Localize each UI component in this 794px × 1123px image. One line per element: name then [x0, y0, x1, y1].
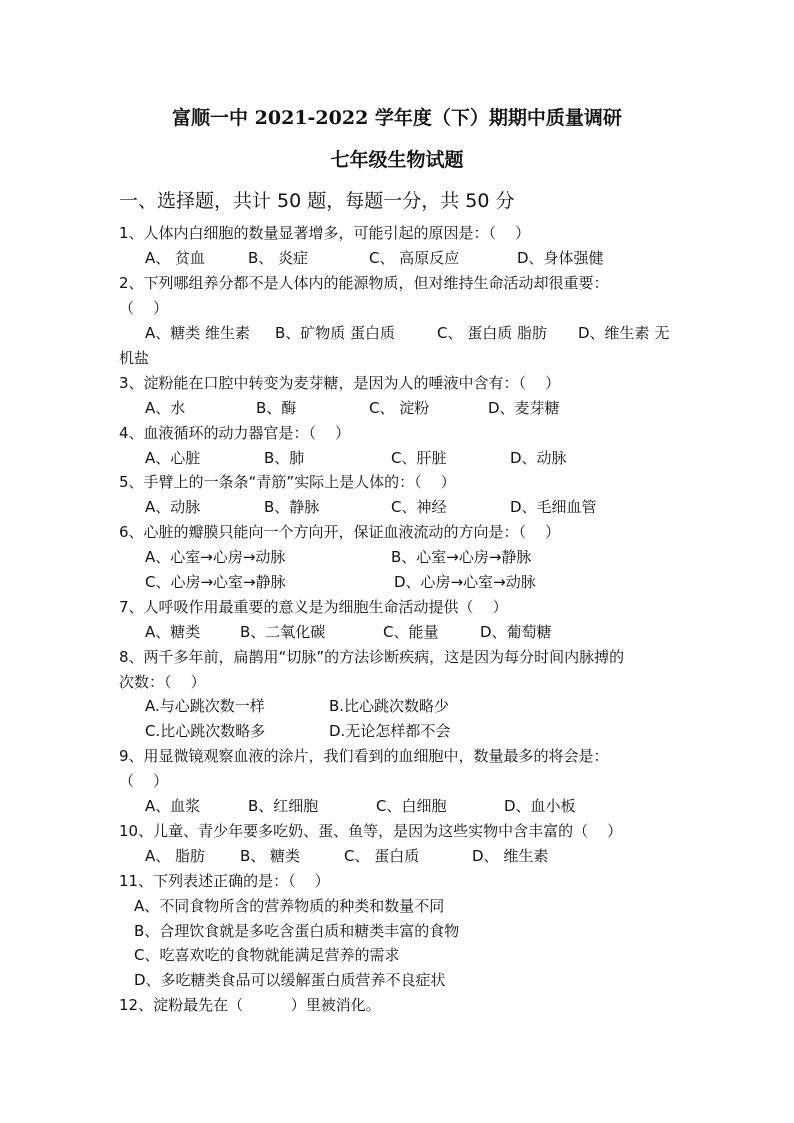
question-11-stem: 11、下列表述正确的是：（ ） — [119, 872, 330, 890]
question-9-option-b: B、红细胞 — [248, 797, 319, 815]
question-8-option-a: A.与心跳次数一样 — [145, 697, 265, 715]
question-8-option-b: B.比心跳次数略少 — [329, 697, 450, 715]
question-5-option-c: C、神经 — [391, 498, 447, 516]
question-9-stem-continued: （ ） — [119, 772, 169, 790]
question-6-option-a: A、心室→心房→动脉 — [145, 548, 286, 566]
question-3-option-a: A、水 — [145, 399, 186, 417]
question-5-option-b: B、静脉 — [264, 498, 320, 516]
question-7-option-c: C、能量 — [383, 623, 439, 641]
question-2-option-c: C、 蛋白质 脂肪 — [437, 324, 548, 342]
question-7-stem: 7、人呼吸作用最重要的意义是为细胞生命活动提供（ ） — [119, 598, 508, 616]
question-4-stem: 4、血液循环的动力器官是：（ ） — [119, 424, 351, 442]
question-2-option-a: A、糖类 维生素 — [145, 324, 251, 342]
exam-title: 富顺一中 2021-2022 学年度（下）期期中质量调研 — [172, 107, 622, 129]
question-6-option-b: B、心室→心房→静脉 — [391, 548, 532, 566]
question-10-option-c: C、 蛋白质 — [344, 847, 420, 865]
question-12-stem: 12、淀粉最先在（ ）里被消化。 — [119, 996, 381, 1014]
question-10-option-b: B、 糖类 — [240, 847, 301, 865]
question-11-option-b: B、合理饮食就是多吃含蛋白质和糖类丰富的食物 — [134, 922, 460, 940]
question-7-option-b: B、二氧化碳 — [240, 623, 326, 641]
section-heading: 一、选择题，共计 50 题，每题一分，共 50 分 — [119, 190, 515, 212]
question-9-option-a: A、血浆 — [145, 797, 201, 815]
exam-subtitle: 七年级生物试题 — [330, 149, 464, 171]
question-6-stem: 6、心脏的瓣膜只能向一个方向开，保证血液流动的方向是：（ ） — [119, 523, 561, 541]
question-6-option-d: D、心房→心室→动脉 — [394, 573, 536, 591]
question-4-option-d: D、动脉 — [510, 449, 567, 467]
question-2-option-b: B、矿物质 蛋白质 — [275, 324, 396, 342]
question-11-option-d: D、多吃糖类食品可以缓解蛋白质营养不良症状 — [134, 971, 446, 989]
question-4-option-a: A、心脏 — [145, 449, 201, 467]
question-6-option-c: C、心房→心室→静脉 — [145, 573, 286, 591]
question-9-option-d: D、血小板 — [504, 797, 576, 815]
question-5-option-a: A、动脉 — [145, 498, 201, 516]
question-4-option-c: C、肝脏 — [391, 449, 447, 467]
question-8-option-c: C.比心跳次数略多 — [145, 722, 266, 740]
question-8-stem-continued: 次数：（ ） — [119, 673, 206, 691]
question-4-option-b: B、肺 — [264, 449, 305, 467]
question-9-option-c: C、白细胞 — [376, 797, 447, 815]
question-1-option-d: D、身体强健 — [517, 249, 604, 267]
question-8-option-d: D.无论怎样都不会 — [329, 722, 451, 740]
question-9-stem: 9、用显微镜观察血液的涂片，我们看到的血细胞中，数量最多的将会是： — [119, 747, 609, 765]
question-3-option-c: C、 淀粉 — [369, 399, 430, 417]
question-5-stem: 5、手臂上的一条条“青筋”实际上是人体的：（ ） — [119, 473, 456, 491]
question-3-option-b: B、酶 — [256, 399, 297, 417]
question-2-option-d-wrap: 机盐 — [119, 349, 150, 367]
question-1-stem: 1、人体内白细胞的数量显著增多，可能引起的原因是：（ ） — [119, 224, 531, 242]
question-1-option-a: A、 贫血 — [145, 249, 206, 267]
question-2-stem-continued: （ ） — [119, 299, 169, 317]
question-7-option-d: D、葡萄糖 — [480, 623, 552, 641]
question-1-option-b: B、 炎症 — [248, 249, 309, 267]
question-10-option-a: A、 脂肪 — [145, 847, 206, 865]
question-7-option-a: A、糖类 — [145, 623, 201, 641]
question-10-option-d: D、 维生素 — [472, 847, 549, 865]
question-10-stem: 10、儿童、青少年要多吃奶、蛋、鱼等，是因为这些实物中含丰富的（ ） — [119, 822, 623, 840]
question-3-option-d: D、麦芽糖 — [488, 399, 560, 417]
question-1-option-c: C、 高原反应 — [369, 249, 460, 267]
question-11-option-a: A、不同食物所含的营养物质的种类和数量不同 — [134, 897, 445, 915]
question-2-stem: 2、下列哪组养分都不是人体内的能源物质，但对维持生命活动却很重要： — [119, 274, 609, 292]
question-11-option-c: C、吃喜欢吃的食物就能满足营养的需求 — [134, 946, 400, 964]
question-8-stem: 8、两千多年前，扁鹊用“切脉”的方法诊断疾病，这是因为每分时间内脉搏的 — [119, 648, 625, 666]
question-3-stem: 3、淀粉能在口腔中转变为麦芽糖，是因为人的唾液中含有：（ ） — [119, 374, 561, 392]
question-2-option-d: D、维生素 无 — [578, 324, 670, 342]
question-5-option-d: D、毛细血管 — [510, 498, 597, 516]
